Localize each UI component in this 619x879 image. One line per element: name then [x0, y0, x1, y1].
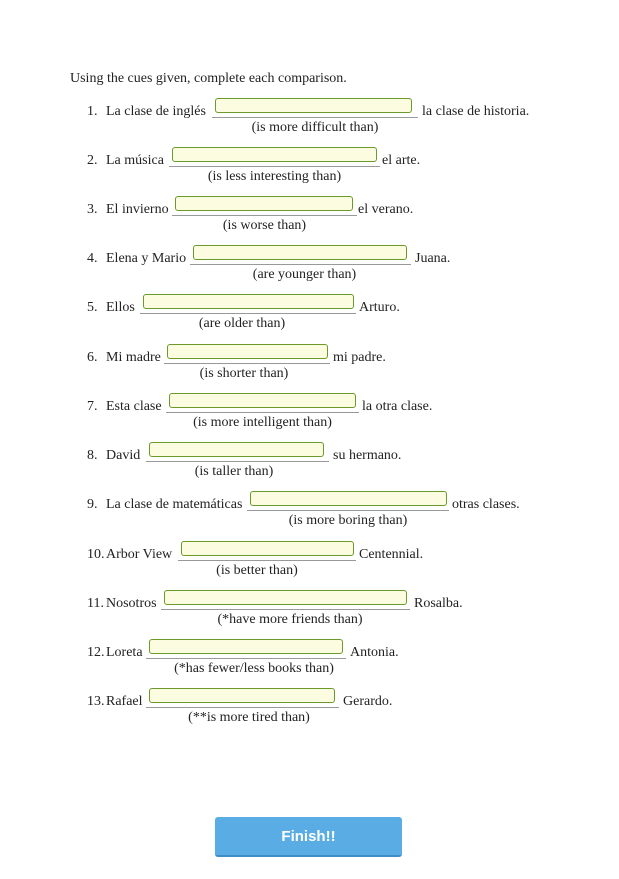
answer-input-12[interactable]	[149, 639, 343, 654]
cue-label: (is more intelligent than)	[193, 415, 332, 430]
cue-label: (**is more tired than)	[188, 710, 310, 725]
underline	[146, 658, 346, 659]
cue-label: (*has fewer/less books than)	[174, 661, 334, 676]
cue-label: (are older than)	[198, 316, 286, 331]
question-subject: La música	[106, 153, 164, 168]
question-6	[0, 344, 619, 389]
question-subject: Elena y Mario	[106, 251, 187, 266]
cue-label: (is worse than)	[222, 218, 307, 233]
cue-label: (is more boring than)	[288, 513, 408, 528]
underline	[212, 117, 418, 118]
underline	[247, 510, 449, 511]
cue-label: (is shorter than)	[199, 366, 289, 381]
question-subject: Loreta	[106, 645, 143, 660]
question-subject: David	[106, 448, 141, 463]
question-number: 2.	[87, 153, 98, 168]
question-ending: Antonia.	[350, 645, 399, 660]
question-5	[0, 294, 619, 339]
question-8	[0, 442, 619, 487]
question-number: 3.	[87, 202, 98, 217]
answer-input-4[interactable]	[193, 245, 407, 260]
underline	[164, 363, 330, 364]
underline	[161, 609, 410, 610]
cue-label: (is more difficult than)	[251, 120, 379, 135]
question-9	[0, 491, 619, 536]
question-number: 7.	[87, 399, 98, 414]
question-number: 13.	[87, 694, 105, 709]
question-number: 6.	[87, 350, 98, 365]
answer-input-7[interactable]	[169, 393, 356, 408]
question-number: 1.	[87, 104, 98, 119]
answer-input-1[interactable]	[215, 98, 412, 113]
answer-input-11[interactable]	[164, 590, 407, 605]
question-3	[0, 196, 619, 241]
answer-input-9[interactable]	[250, 491, 447, 506]
question-ending: el arte.	[382, 153, 421, 168]
answer-input-10[interactable]	[181, 541, 354, 556]
question-4	[0, 245, 619, 290]
cue-label: (is taller than)	[194, 464, 274, 479]
question-12	[0, 639, 619, 684]
underline	[190, 264, 411, 265]
answer-input-2[interactable]	[172, 147, 377, 162]
question-ending: otras clases.	[452, 497, 520, 512]
underline	[172, 215, 357, 216]
question-subject: Ellos	[106, 300, 135, 315]
question-number: 8.	[87, 448, 98, 463]
question-subject: La clase de matemáticas	[106, 497, 243, 512]
underline	[146, 707, 339, 708]
question-ending: Juana.	[415, 251, 451, 266]
question-ending: la otra clase.	[362, 399, 433, 414]
answer-input-8[interactable]	[149, 442, 324, 457]
question-ending: el verano.	[358, 202, 414, 217]
question-subject: Rafael	[106, 694, 143, 709]
question-subject: Esta clase	[106, 399, 162, 414]
question-ending: Rosalba.	[414, 596, 463, 611]
instructions: Using the cues given, complete each comparison.	[70, 71, 347, 86]
question-13	[0, 688, 619, 733]
question-10	[0, 541, 619, 586]
question-number: 5.	[87, 300, 98, 315]
question-subject: Nosotros	[106, 596, 157, 611]
question-subject: Arbor View	[106, 547, 173, 562]
finish-button[interactable]: Finish!!	[215, 817, 402, 857]
cue-label: (is better than)	[216, 563, 298, 578]
cue-label: (are younger than)	[252, 267, 357, 282]
answer-input-13[interactable]	[149, 688, 335, 703]
answer-input-5[interactable]	[143, 294, 354, 309]
question-ending: su hermano.	[333, 448, 402, 463]
question-ending: Arturo.	[359, 300, 400, 315]
underline	[166, 412, 359, 413]
underline	[140, 313, 356, 314]
question-ending: mi padre.	[333, 350, 386, 365]
question-11	[0, 590, 619, 635]
underline	[178, 560, 356, 561]
question-subject: La clase de inglés	[106, 104, 206, 119]
cue-label: (*have more friends than)	[217, 612, 363, 627]
question-ending: Gerardo.	[343, 694, 393, 709]
question-7	[0, 393, 619, 438]
answer-input-3[interactable]	[175, 196, 353, 211]
underline	[146, 461, 329, 462]
question-2	[0, 147, 619, 192]
question-subject: Mi madre	[106, 350, 161, 365]
question-1	[0, 98, 619, 143]
question-ending: Centennial.	[359, 547, 424, 562]
question-number: 9.	[87, 497, 98, 512]
question-number: 12.	[87, 645, 105, 660]
question-ending: la clase de historia.	[422, 104, 530, 119]
question-subject: El invierno	[106, 202, 169, 217]
question-number: 11.	[87, 596, 104, 611]
question-number: 10.	[87, 547, 105, 562]
underline	[169, 166, 380, 167]
answer-input-6[interactable]	[167, 344, 328, 359]
question-number: 4.	[87, 251, 98, 266]
cue-label: (is less interesting than)	[207, 169, 342, 184]
